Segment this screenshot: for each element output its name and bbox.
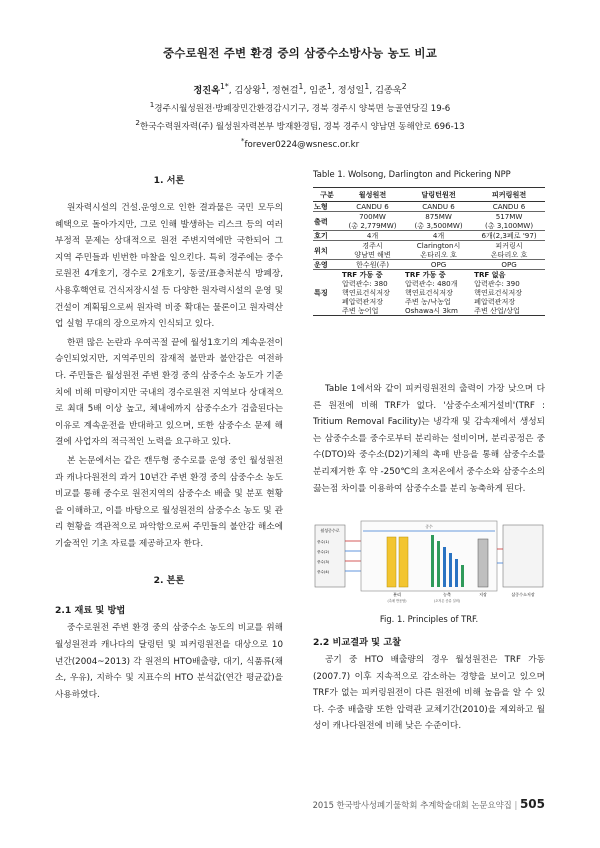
table-cell-line: (총 3,100MW)	[485, 221, 534, 230]
author-sup: 1	[298, 82, 304, 91]
author-sup: 1*	[220, 82, 229, 91]
footer-text: 2015 한국방사성폐기물학회 추계학술대회 논문요약집	[312, 800, 512, 810]
table-cell-line: 피커링시	[495, 241, 523, 250]
intro-paragraph-2: 한편 많은 논란과 우여곡절 끝에 월성1호기의 계속운전이 승인되었지만, 지역주민의 잠재적 불만과 불안감은 여전하다. 주민들은 월성원전 주변 환경 중의 삼중수소 농도가 기준치에 비해 미량이지만 국내의 경수로원전 지역보다 상대적으로 최대 5배 이상 높고, 체내에까지 삼중수소가 검출된다는 이유로 계속운전을 반대하고 있으며, 또한 삼중수소 문제 해결에 사업자의 적극적인 노력을 요구하고 있다.	[55, 337, 283, 448]
table-cell-line: TRF 가동 중	[342, 270, 383, 279]
right-column-bottom	[313, 634, 545, 735]
table-cell-line: 온타리오 호	[490, 250, 528, 259]
subsection-heading-results: 2.2 비교결과 및 고찰	[313, 637, 401, 648]
author: 정현걸	[271, 85, 299, 97]
unit1-sub: (촉매 반응탑)	[387, 599, 407, 603]
table-cell: 4개	[341, 231, 404, 241]
reactor-box	[315, 525, 345, 587]
table-cell: CANDU 6	[341, 202, 404, 212]
section-heading-intro: 1. 서론	[153, 175, 185, 186]
table-cell-line: 517MW	[495, 212, 523, 221]
right-column-mid	[313, 381, 545, 497]
contact-email	[0, 136, 600, 150]
reactor-item: 중수(2)	[317, 550, 330, 554]
table-cell-line: 700MW	[359, 212, 386, 221]
table-cell	[341, 270, 404, 316]
author-sup: 1	[261, 82, 267, 91]
table-header-cell: 달링턴원전	[404, 188, 473, 202]
table-cell-line: 압력관수: 380	[342, 279, 388, 288]
storage-tank	[478, 539, 488, 587]
left-column	[55, 172, 283, 703]
tritium-storage-box	[503, 525, 543, 587]
enrichment-column	[437, 541, 440, 587]
reactor-item: 중수(1)	[317, 540, 330, 544]
table-row-label: 출력	[313, 212, 341, 231]
table-cell: CANDU 6	[473, 202, 545, 212]
unit2-sub: (초저온 증류 설비)	[433, 599, 461, 603]
author-corresponding: 정진옥	[193, 85, 220, 97]
table-row	[313, 270, 545, 316]
table-cell-line: Oshawa시 3km	[405, 306, 458, 315]
right-column-top	[313, 169, 545, 316]
author-line: 정진옥$^{1*}$, 김상왕$^1$, 정현걸$^1$, 임준$^1$, 정성일$^1$, 김종욱$^2$	[193, 82, 407, 97]
table-cell-line: TRF 없음	[474, 270, 506, 279]
enrichment-column	[431, 535, 434, 587]
table-cell-line: (총 2,779MW)	[348, 221, 397, 230]
reactor-item: 중수(4)	[317, 570, 330, 574]
table-cell-line: 양남면 해변	[354, 250, 391, 259]
table-cell-line: 핵연료건식저장	[474, 288, 523, 297]
figure-caption: Fig. 1. Principles of TRF.	[379, 614, 479, 624]
unit2-label: 농축	[442, 592, 452, 597]
storage-label: 저장	[479, 592, 487, 597]
table-row	[313, 231, 545, 241]
page-footer: 2015 한국방사성폐기물학회 추계학술대회 논문요약집 | 505	[312, 797, 545, 811]
methods-paragraph: 중수로원전 주변 환경 중의 삼중수소 농도의 비교를 위해 월성원전과 캐나다의 달링턴 및 피커링원전을 대상으로 10 년간(2004~2013) 각 원전의 HTO배출량, 대기, 식품류(채소, 우유), 지하수 및 지표수의 HTO 분석값(연간 평균값)을 사용하였다.	[55, 623, 283, 700]
table-cell	[473, 212, 545, 231]
table-row-label: 운영	[313, 260, 341, 270]
table-cell-line: 875MW	[425, 212, 452, 221]
table-cell-line: 핵연료건식저장	[342, 288, 390, 297]
table-cell	[473, 241, 545, 260]
affiliation-1	[0, 100, 600, 114]
table-cell: OPG	[473, 260, 545, 270]
table-header-cell: 월성원전	[341, 188, 404, 202]
paper-title: 중수로원전 주변 환경 중의 삼중수소방사능 농도 비교	[162, 46, 438, 60]
figure-trf-diagram	[313, 519, 545, 607]
aff-sup: 1	[149, 100, 155, 109]
table-cell-line: 압력관수: 390	[474, 279, 520, 288]
table-cell	[341, 241, 404, 260]
aff-text: forever0224@wsnesc.or.kr	[244, 139, 360, 150]
table-1	[313, 187, 545, 316]
section-heading-body: 2. 본론	[153, 575, 185, 587]
separation-column	[387, 537, 396, 587]
table-cell-line: 폐압력관저장	[474, 297, 516, 306]
table-cell: 한수원(주)	[341, 260, 404, 270]
reactor-label: 월성중수로	[320, 528, 340, 533]
table-cell-line: Clarington시	[416, 241, 461, 250]
table-cell: 6개(2,3폐로 '97)	[473, 231, 545, 241]
table-cell	[404, 270, 473, 316]
table-cell-line: TRF 가동 중	[405, 270, 446, 279]
table-cell-line: 주변 농/낙농업	[405, 297, 451, 306]
table-cell: CANDU 6	[404, 202, 473, 212]
table-cell	[473, 270, 545, 316]
table-cell-line: 주변 산업/상업	[474, 306, 520, 315]
table-cell: OPG	[404, 260, 473, 270]
author-sup: 2	[401, 82, 407, 91]
table-row	[313, 260, 545, 270]
author: 김상왕	[234, 85, 262, 97]
table-caption: Table 1. Wolsong, Darlington and Pickering NPP	[313, 169, 511, 179]
table-row-label: 특징	[313, 270, 341, 316]
enrichment-column	[443, 547, 446, 587]
table-cell-line: 주변 농어업	[342, 306, 379, 315]
trf-frame	[361, 521, 497, 591]
table-row-label: 노형	[313, 202, 341, 212]
reactor-item: 중수(3)	[317, 560, 330, 564]
enrichment-column	[461, 565, 464, 587]
table-cell	[404, 212, 473, 231]
table-header-row	[313, 188, 545, 202]
table-cell	[404, 241, 473, 260]
aff-text: 한국수력원자력(주) 월성원자력본부 방재환경팀, 경북 경주시 양남면 동해안로 696-13	[139, 121, 465, 132]
author: 임준	[309, 85, 328, 97]
enrichment-column	[455, 559, 458, 587]
author-sup: 1	[364, 82, 370, 91]
table-header-cell: 구분	[313, 188, 341, 202]
table-cell-line: 핵연료건식저장	[405, 288, 453, 297]
aff-text: 경주시월성원전·방폐장민간환경감시기구, 경북 경주시 양북면 능골연당길 19-6	[154, 103, 451, 114]
table-row-label: 위치	[313, 241, 341, 260]
table-row-label: 호기	[313, 231, 341, 241]
top-flow-label: 중수	[425, 524, 433, 529]
table-row	[313, 241, 545, 260]
table-cell-line: 폐압력관저장	[342, 297, 384, 306]
aff-sup: *	[240, 136, 245, 145]
table-cell-line: (총 3,500MW)	[414, 221, 463, 230]
author-sup: 1	[327, 82, 332, 91]
subsection-heading-methods: 2.1 재료 및 방법	[55, 605, 126, 617]
table-row	[313, 212, 545, 231]
table-cell-line: 온타리오 호	[420, 250, 457, 259]
table-header-cell: 피커링원전	[473, 188, 545, 202]
trf-paragraph: Table 1에서와 같이 피커링원전의 출력이 가장 낮으며 다른 원전에 비해 TRF가 없다. '삼중수소제거설비'(TRF : Tritium Removal Facility)는 냉각재 및 감속재에서 생성되는 삼중수소를 중수로부터 분리하는 설비이며, 분리공정은 중수(DTO)와 중수소(D2)기체의 촉매 반응을 통해 삼중수소를 분리제거한 후 약 -250℃의 초저온에서 중수소와 삼중수소의 끓는점 차이를 이용하여 삼중수소를 분리 농축하게 된다.	[313, 384, 545, 494]
separation-column	[399, 537, 408, 587]
intro-paragraph-1: 원자력시설의 건설.운영으로 인한 결과물은 국민 모두의 혜택으로 돌아가지만, 그로 인해 발생하는 리스크 등의 여러 부정적 문제는 상대적으로 원전 주변지역에만 국한되어 그 지역 주민들과 빈번한 마찰을 일으킨다. 특히 경주에는 중수로원전 4개호기, 경수로 2개호기, 동굴/표층처분식 방폐장, 사용후핵연료 건식저장시설 등 다양한 원자력시설의 운영 및 건설이 계획됨으로써 원자력 비중 확대는 물론이고 원자력산업 실험 무대의 장으로까지 인식되고 있다.	[55, 203, 283, 330]
tritium-storage-label: 삼중수소저장	[511, 592, 535, 597]
table-cell-line: 압력관수: 480개	[405, 279, 458, 288]
table-cell	[341, 212, 404, 231]
enrichment-column	[449, 553, 452, 587]
table-row	[313, 202, 545, 212]
trf-diagram-svg	[313, 519, 545, 607]
affiliation-2	[0, 118, 600, 132]
intro-paragraph-3: 본 논문에서는 같은 캔두형 중수로를 운영 중인 월성원전과 캐나다원전의 과거 10년간 주변 환경 중의 삼중수소 농도 비교를 통해 중수로 원전지역의 삼중수소 배출 및 분포 현황을 이해하고, 이를 바탕으로 월성원전의 삼중수소 농도 및 관리 현황을 객관적으로 파악함으로써 주민들의 불안감 해소에 기술적인 기초 자료를 제공하고자 한다.	[55, 455, 283, 549]
page-number: 505	[519, 797, 545, 811]
unit1-label: 분리	[392, 592, 402, 597]
table-body	[313, 202, 545, 316]
aff-sup: 2	[135, 118, 140, 127]
table-cell: 4개	[404, 231, 473, 241]
author: 김종욱	[375, 85, 402, 97]
author: 정성일	[337, 85, 365, 97]
table-cell-line: 경주시	[362, 241, 383, 250]
results-paragraph: 공기 중 HTO 배출량의 경우 월성원전은 TRF 가동(2007.7) 이후 지속적으로 감소하는 경향을 보이고 있으며 TRF가 없는 피커링원전이 다른 원전에 비해 높음을 알 수 있다. 수중 배출량 또한 압력관 교체기간(2010)을 제외하고 월성이 캐나다원전에 비해 낮은 수준이다.	[313, 655, 545, 732]
